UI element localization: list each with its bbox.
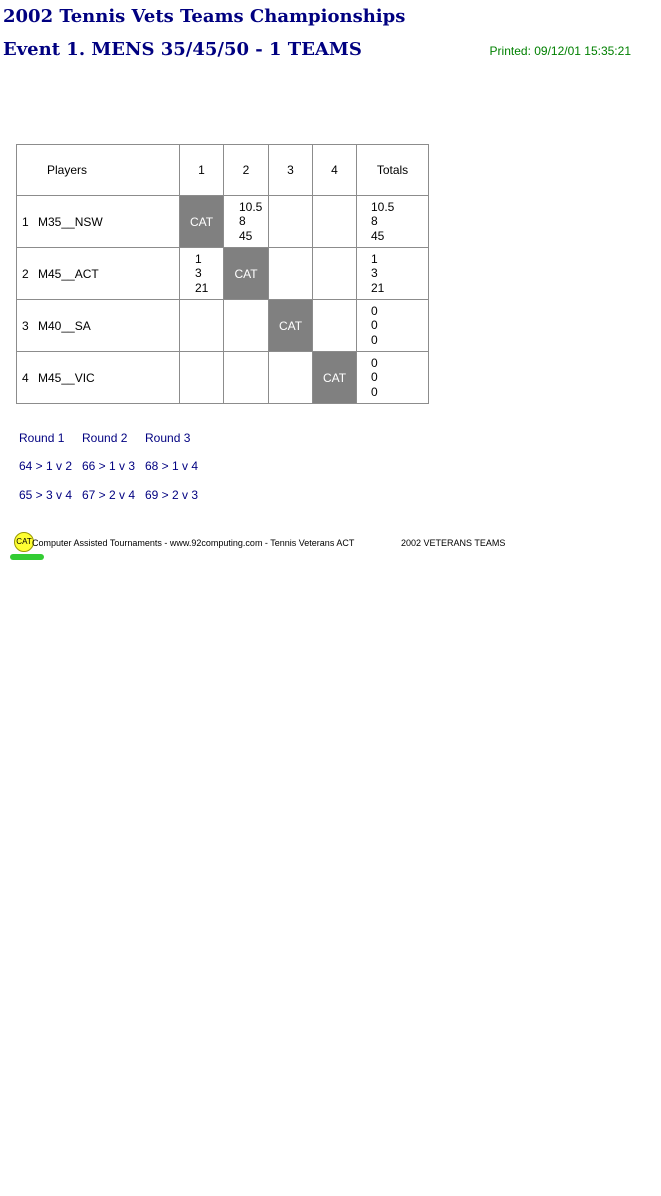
- empty-cell: [313, 248, 357, 300]
- player-number: 3: [22, 318, 29, 333]
- table-row: [17, 352, 429, 404]
- score-cell: 10.5 8 45: [224, 196, 269, 248]
- player-cell: [17, 352, 180, 404]
- table-row: [17, 196, 429, 248]
- logo-text: CAT: [14, 532, 34, 552]
- match-row: [19, 488, 208, 517]
- printed-timestamp: Printed: 09/12/01 15:35:21: [489, 44, 631, 58]
- empty-cell: [224, 300, 269, 352]
- match-row: [19, 459, 208, 488]
- totals-cell: 0 0 0: [357, 352, 429, 404]
- player-name: M35__NSW: [38, 214, 103, 229]
- empty-cell: [224, 352, 269, 404]
- empty-cell: [180, 300, 224, 352]
- round-header: Round 3: [145, 431, 191, 445]
- header-totals: Totals: [357, 145, 429, 196]
- self-match-cell: CAT: [269, 300, 313, 352]
- empty-cell: [269, 196, 313, 248]
- rounds-header-row: [19, 431, 208, 459]
- match-item: 67 > 2 v 4: [82, 488, 136, 502]
- header-players: Players: [17, 145, 180, 196]
- player-number: 2: [22, 266, 29, 281]
- player-cell: [17, 196, 180, 248]
- empty-cell: [313, 196, 357, 248]
- match-item: 64 > 1 v 2: [19, 459, 73, 473]
- footer-label: 2002 VETERANS TEAMS: [401, 538, 506, 548]
- self-match-cell: CAT: [180, 196, 224, 248]
- totals-cell: 1 3 21: [357, 248, 429, 300]
- footer-credit: Computer Assisted Tournaments - www.92computing.com - Tennis Veterans ACT: [32, 538, 355, 548]
- player-number: 4: [22, 370, 29, 385]
- rounds-schedule: [19, 431, 208, 517]
- event-title: Event 1. MENS 35/45/50 - 1 TEAMS: [3, 39, 362, 60]
- match-item: 65 > 3 v 4: [19, 488, 73, 502]
- table-row: [17, 248, 429, 300]
- page-title: 2002 Tennis Vets Teams Championships: [3, 6, 406, 27]
- empty-cell: [313, 300, 357, 352]
- grid-header-row: [17, 145, 429, 196]
- header-col-1: 1: [180, 145, 224, 196]
- header-col-3: 3: [269, 145, 313, 196]
- totals-cell: 0 0 0: [357, 300, 429, 352]
- match-item: 66 > 1 v 3: [82, 459, 136, 473]
- self-match-cell: CAT: [313, 352, 357, 404]
- player-number: 1: [22, 214, 29, 229]
- player-cell: [17, 300, 180, 352]
- totals-cell: 10.5 8 45: [357, 196, 429, 248]
- score-cell: 1 3 21: [180, 248, 224, 300]
- player-name: M45__VIC: [38, 370, 95, 385]
- match-item: 69 > 2 v 3: [145, 488, 199, 502]
- cat-tennis-ball-icon: [10, 532, 34, 554]
- round-header: Round 1: [19, 431, 65, 445]
- header-col-2: 2: [224, 145, 269, 196]
- header-col-4: 4: [313, 145, 357, 196]
- self-match-cell: CAT: [224, 248, 269, 300]
- logo-underline: [10, 554, 44, 560]
- player-name: M40__SA: [38, 318, 91, 333]
- empty-cell: [269, 352, 313, 404]
- table-row: [17, 300, 429, 352]
- results-grid: [16, 144, 429, 404]
- player-cell: [17, 248, 180, 300]
- empty-cell: [269, 248, 313, 300]
- player-name: M45__ACT: [38, 266, 99, 281]
- match-item: 68 > 1 v 4: [145, 459, 199, 473]
- round-header: Round 2: [82, 431, 128, 445]
- empty-cell: [180, 352, 224, 404]
